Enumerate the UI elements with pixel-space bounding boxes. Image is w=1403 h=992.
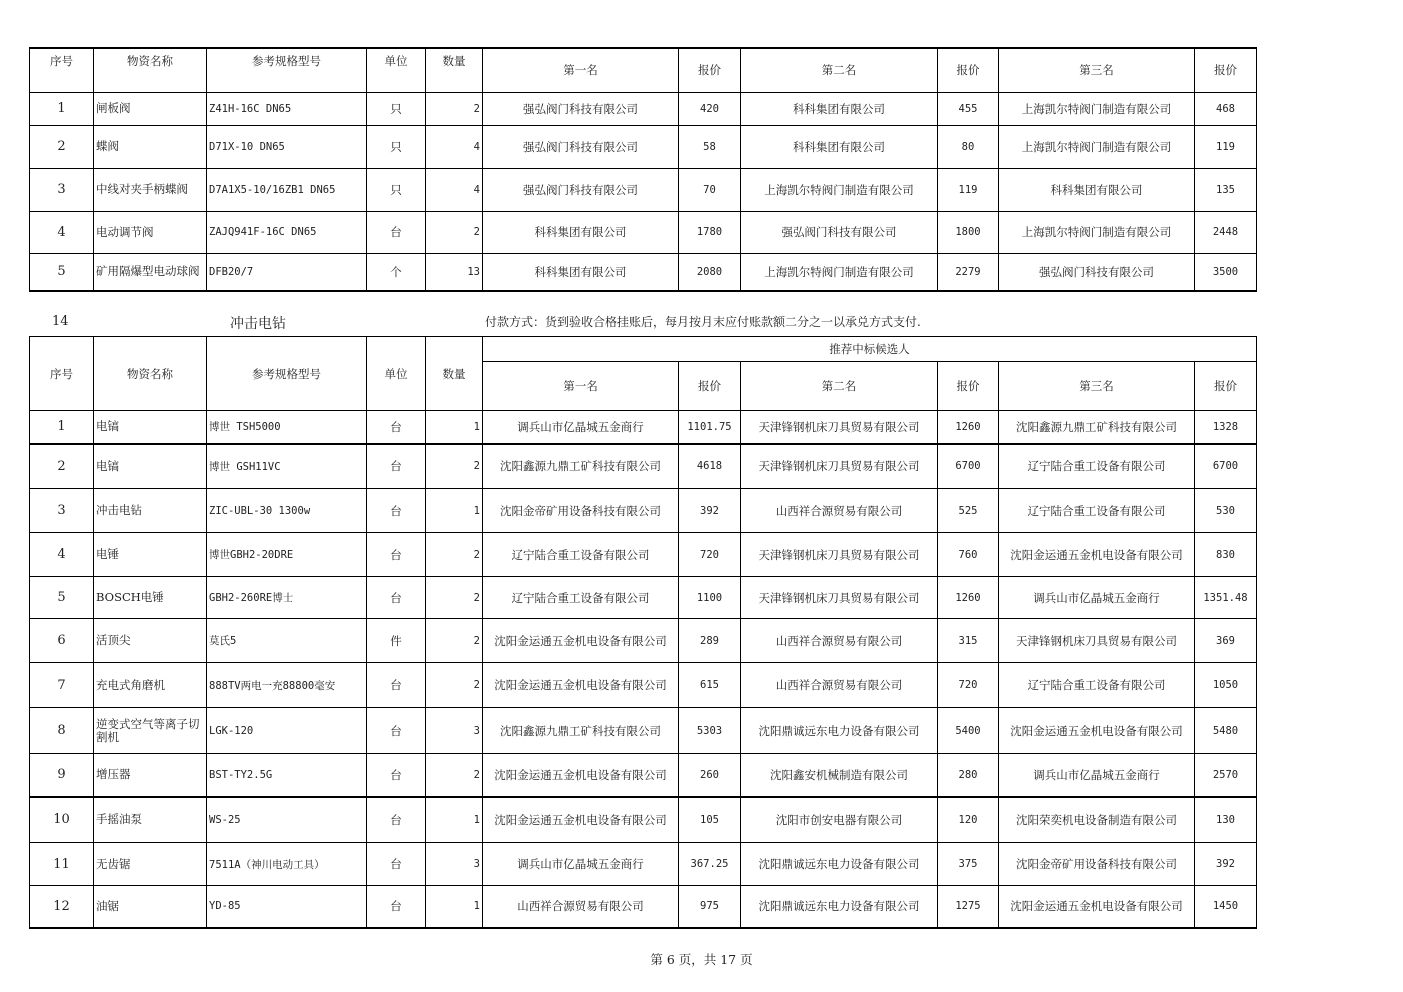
unit-cell: 只 [367,92,426,125]
table-row [30,444,1257,489]
name-cell: 蝶阀 [94,125,207,168]
first-place-cell: 科科集团有限公司 [483,211,679,253]
unit-cell: 台 [367,533,426,577]
third-price-cell: 3500 [1195,253,1257,291]
header-third: 第三名 [999,362,1195,411]
third-price-cell: 530 [1195,489,1257,533]
name-cell: 电镐 [94,444,207,489]
second-place-cell: 天津锋钢机床刀具贸易有限公司 [741,577,938,619]
spec-cell: 7511A（神川电动工具） [207,843,367,886]
third-price-cell: 830 [1195,533,1257,577]
third-price-cell: 119 [1195,125,1257,168]
header-name: 物资名称 [94,337,207,411]
third-price-cell: 1351.48 [1195,577,1257,619]
third-place-cell: 天津锋钢机床刀具贸易有限公司 [999,619,1195,663]
section-title: 冲击电钻 [230,316,286,332]
unit-cell: 台 [367,489,426,533]
third-price-cell: 392 [1195,843,1257,886]
unit-cell: 台 [367,708,426,754]
unit-cell: 件 [367,619,426,663]
second-place-cell: 天津锋钢机床刀具贸易有限公司 [741,444,938,489]
name-cell: 充电式角磨机 [94,663,207,708]
table-row [30,663,1257,708]
third-price-cell: 1050 [1195,663,1257,708]
third-place-cell: 辽宁陆合重工设备有限公司 [999,489,1195,533]
table-header-row [30,337,1257,362]
second-place-cell: 沈阳鼎诚远东电力设备有限公司 [741,843,938,886]
third-place-cell: 沈阳金运通五金机电设备有限公司 [999,886,1195,928]
second-price-cell: 760 [938,533,999,577]
name-cell: 闸板阀 [94,92,207,125]
second-place-cell: 沈阳鼎诚远东电力设备有限公司 [741,708,938,754]
header-price-1: 报价 [679,48,741,92]
third-place-cell: 强弘阀门科技有限公司 [999,253,1195,291]
first-price-cell: 2080 [679,253,741,291]
name-cell: 电动调节阀 [94,211,207,253]
header-unit: 单位 [367,337,426,411]
first-place-cell: 沈阳金运通五金机电设备有限公司 [483,797,679,843]
third-place-cell: 沈阳金运通五金机电设备有限公司 [999,708,1195,754]
unit-cell: 台 [367,843,426,886]
name-cell: 手摇油泵 [94,797,207,843]
seq-cell: 7 [30,663,94,708]
second-place-cell: 山西祥合源贸易有限公司 [741,619,938,663]
qty-cell: 3 [426,708,483,754]
first-price-cell: 420 [679,92,741,125]
name-cell: 活顶尖 [94,619,207,663]
table-row [30,754,1257,797]
name-cell: 增压器 [94,754,207,797]
second-place-cell: 科科集团有限公司 [741,92,938,125]
table-row [30,211,1257,253]
header-qty: 数量 [426,337,483,411]
qty-cell: 1 [426,411,483,444]
spec-cell: 888TV两电一充88800毫安 [207,663,367,708]
table-row [30,886,1257,928]
name-cell: 中线对夹手柄蝶阀 [94,168,207,211]
first-place-cell: 强弘阀门科技有限公司 [483,92,679,125]
spec-cell: ZAJQ941F-16C DN65 [207,211,367,253]
header-price-2: 报价 [938,362,999,411]
first-price-cell: 70 [679,168,741,211]
header-name: 物资名称 [94,48,207,92]
page-footer: 第 6 页，共 17 页 [650,952,753,967]
first-place-cell: 辽宁陆合重工设备有限公司 [483,533,679,577]
second-price-cell: 315 [938,619,999,663]
spec-cell: BST-TY2.5G [207,754,367,797]
first-place-cell: 山西祥合源贸易有限公司 [483,886,679,928]
header-recommended: 推荐中标候选人 [483,337,1257,362]
third-price-cell: 130 [1195,797,1257,843]
second-place-cell: 沈阳鑫安机械制造有限公司 [741,754,938,797]
seq-cell: 4 [30,533,94,577]
third-price-cell: 2570 [1195,754,1257,797]
name-cell: 逆变式空气等离子切割机 [94,708,207,754]
qty-cell: 2 [426,444,483,489]
unit-cell: 台 [367,577,426,619]
qty-cell: 2 [426,663,483,708]
header-unit: 单位 [367,48,426,92]
qty-cell: 4 [426,125,483,168]
first-place-cell: 调兵山市亿晶城五金商行 [483,411,679,444]
first-place-cell: 沈阳金运通五金机电设备有限公司 [483,754,679,797]
seq-cell: 1 [30,411,94,444]
first-place-cell: 调兵山市亿晶城五金商行 [483,843,679,886]
third-place-cell: 科科集团有限公司 [999,168,1195,211]
qty-cell: 2 [426,211,483,253]
second-place-cell: 沈阳市创安电器有限公司 [741,797,938,843]
third-price-cell: 468 [1195,92,1257,125]
unit-cell: 台 [367,754,426,797]
seq-cell: 5 [30,253,94,291]
spec-cell: 博世 GSH11VC [207,444,367,489]
spec-cell: YD-85 [207,886,367,928]
third-price-cell: 2448 [1195,211,1257,253]
table-row [30,797,1257,843]
first-price-cell: 1101.75 [679,411,741,444]
seq-cell: 12 [30,886,94,928]
first-place-cell: 沈阳鑫源九鼎工矿科技有限公司 [483,444,679,489]
unit-cell: 台 [367,797,426,843]
table-row [30,125,1257,168]
drill-bid-table [29,336,1257,929]
valve-bid-table [29,47,1257,292]
second-price-cell: 5400 [938,708,999,754]
second-price-cell: 80 [938,125,999,168]
spec-cell: LGK-120 [207,708,367,754]
first-price-cell: 105 [679,797,741,843]
second-price-cell: 525 [938,489,999,533]
name-cell: BOSCH电锤 [94,577,207,619]
third-place-cell: 调兵山市亿晶城五金商行 [999,577,1195,619]
table-row [30,411,1257,444]
second-price-cell: 120 [938,797,999,843]
header-price-2: 报价 [938,48,999,92]
unit-cell: 只 [367,168,426,211]
qty-cell: 1 [426,489,483,533]
qty-cell: 2 [426,92,483,125]
second-price-cell: 2279 [938,253,999,291]
name-cell: 冲击电钻 [94,489,207,533]
third-place-cell: 上海凯尔特阀门制造有限公司 [999,211,1195,253]
first-price-cell: 5303 [679,708,741,754]
first-price-cell: 615 [679,663,741,708]
seq-cell: 11 [30,843,94,886]
second-price-cell: 1260 [938,577,999,619]
header-first: 第一名 [483,48,679,92]
second-price-cell: 1260 [938,411,999,444]
spec-cell: 博世 TSH5000 [207,411,367,444]
unit-cell: 台 [367,411,426,444]
second-price-cell: 280 [938,754,999,797]
second-place-cell: 天津锋钢机床刀具贸易有限公司 [741,411,938,444]
third-place-cell: 沈阳鑫源九鼎工矿科技有限公司 [999,411,1195,444]
qty-cell: 2 [426,619,483,663]
second-price-cell: 720 [938,663,999,708]
second-place-cell: 天津锋钢机床刀具贸易有限公司 [741,533,938,577]
name-cell: 电镐 [94,411,207,444]
first-place-cell: 沈阳鑫源九鼎工矿科技有限公司 [483,708,679,754]
spec-cell: Z41H-16C DN65 [207,92,367,125]
header-qty: 数量 [426,48,483,92]
second-place-cell: 科科集团有限公司 [741,125,938,168]
spec-cell: 博世GBH2-20DRE [207,533,367,577]
header-price-1: 报价 [679,362,741,411]
first-price-cell: 4618 [679,444,741,489]
first-place-cell: 沈阳金运通五金机电设备有限公司 [483,663,679,708]
third-place-cell: 沈阳金帝矿用设备科技有限公司 [999,843,1195,886]
payment-terms: 付款方式：货到验收合格挂账后，每月按月末应付账款额二分之一以承兑方式支付. [485,315,921,329]
header-second: 第二名 [741,48,938,92]
name-cell: 无齿锯 [94,843,207,886]
table-row [30,619,1257,663]
second-place-cell: 山西祥合源贸易有限公司 [741,663,938,708]
header-spec: 参考规格型号 [207,337,367,411]
unit-cell: 个 [367,253,426,291]
third-place-cell: 上海凯尔特阀门制造有限公司 [999,92,1195,125]
third-price-cell: 6700 [1195,444,1257,489]
spec-cell: ZIC-UBL-30 1300w [207,489,367,533]
header-seq: 序号 [30,48,94,92]
third-price-cell: 5480 [1195,708,1257,754]
second-price-cell: 6700 [938,444,999,489]
header-third: 第三名 [999,48,1195,92]
seq-cell: 4 [30,211,94,253]
second-price-cell: 375 [938,843,999,886]
third-place-cell: 调兵山市亿晶城五金商行 [999,754,1195,797]
seq-cell: 3 [30,489,94,533]
name-cell: 油锯 [94,886,207,928]
third-place-cell: 沈阳金运通五金机电设备有限公司 [999,533,1195,577]
first-place-cell: 强弘阀门科技有限公司 [483,125,679,168]
unit-cell: 台 [367,211,426,253]
third-place-cell: 上海凯尔特阀门制造有限公司 [999,125,1195,168]
second-place-cell: 上海凯尔特阀门制造有限公司 [741,253,938,291]
second-place-cell: 上海凯尔特阀门制造有限公司 [741,168,938,211]
qty-cell: 2 [426,533,483,577]
table-row [30,92,1257,125]
header-price-3: 报价 [1195,48,1257,92]
seq-cell: 1 [30,92,94,125]
third-price-cell: 135 [1195,168,1257,211]
second-place-cell: 山西祥合源贸易有限公司 [741,489,938,533]
second-price-cell: 1275 [938,886,999,928]
first-price-cell: 289 [679,619,741,663]
qty-cell: 1 [426,797,483,843]
qty-cell: 3 [426,843,483,886]
third-place-cell: 辽宁陆合重工设备有限公司 [999,444,1195,489]
second-price-cell: 119 [938,168,999,211]
spec-cell: WS-25 [207,797,367,843]
first-price-cell: 392 [679,489,741,533]
seq-cell: 3 [30,168,94,211]
table-row [30,843,1257,886]
spec-cell: DFB20/7 [207,253,367,291]
unit-cell: 只 [367,125,426,168]
first-place-cell: 沈阳金帝矿用设备科技有限公司 [483,489,679,533]
table-header-row [30,48,1257,92]
unit-cell: 台 [367,886,426,928]
seq-cell: 9 [30,754,94,797]
third-place-cell: 沈阳荣奕机电设备制造有限公司 [999,797,1195,843]
second-place-cell: 强弘阀门科技有限公司 [741,211,938,253]
third-price-cell: 369 [1195,619,1257,663]
table-row [30,253,1257,291]
first-price-cell: 1780 [679,211,741,253]
section-number: 14 [52,314,69,329]
table-row [30,577,1257,619]
third-place-cell: 辽宁陆合重工设备有限公司 [999,663,1195,708]
first-price-cell: 367.25 [679,843,741,886]
name-cell: 电锤 [94,533,207,577]
third-price-cell: 1328 [1195,411,1257,444]
seq-cell: 2 [30,444,94,489]
first-price-cell: 1100 [679,577,741,619]
first-price-cell: 720 [679,533,741,577]
seq-cell: 5 [30,577,94,619]
table-row [30,168,1257,211]
table-row [30,489,1257,533]
unit-cell: 台 [367,663,426,708]
table-row [30,533,1257,577]
qty-cell: 2 [426,754,483,797]
table-row [30,708,1257,754]
qty-cell: 13 [426,253,483,291]
second-price-cell: 1800 [938,211,999,253]
spec-cell: D71X-10 DN65 [207,125,367,168]
seq-cell: 10 [30,797,94,843]
header-second: 第二名 [741,362,938,411]
first-place-cell: 辽宁陆合重工设备有限公司 [483,577,679,619]
second-place-cell: 沈阳鼎诚远东电力设备有限公司 [741,886,938,928]
seq-cell: 2 [30,125,94,168]
first-place-cell: 沈阳金运通五金机电设备有限公司 [483,619,679,663]
spec-cell: D7A1X5-10/16ZB1 DN65 [207,168,367,211]
first-price-cell: 975 [679,886,741,928]
name-cell: 矿用隔爆型电动球阀 [94,253,207,291]
qty-cell: 2 [426,577,483,619]
spec-cell: 莫氏5 [207,619,367,663]
first-place-cell: 科科集团有限公司 [483,253,679,291]
third-price-cell: 1450 [1195,886,1257,928]
second-price-cell: 455 [938,92,999,125]
qty-cell: 4 [426,168,483,211]
first-place-cell: 强弘阀门科技有限公司 [483,168,679,211]
spec-cell: GBH2-260RE博士 [207,577,367,619]
seq-cell: 6 [30,619,94,663]
seq-cell: 8 [30,708,94,754]
unit-cell: 台 [367,444,426,489]
first-price-cell: 260 [679,754,741,797]
qty-cell: 1 [426,886,483,928]
header-first: 第一名 [483,362,679,411]
first-price-cell: 58 [679,125,741,168]
header-price-3: 报价 [1195,362,1257,411]
header-seq: 序号 [30,337,94,411]
header-spec: 参考规格型号 [207,48,367,92]
